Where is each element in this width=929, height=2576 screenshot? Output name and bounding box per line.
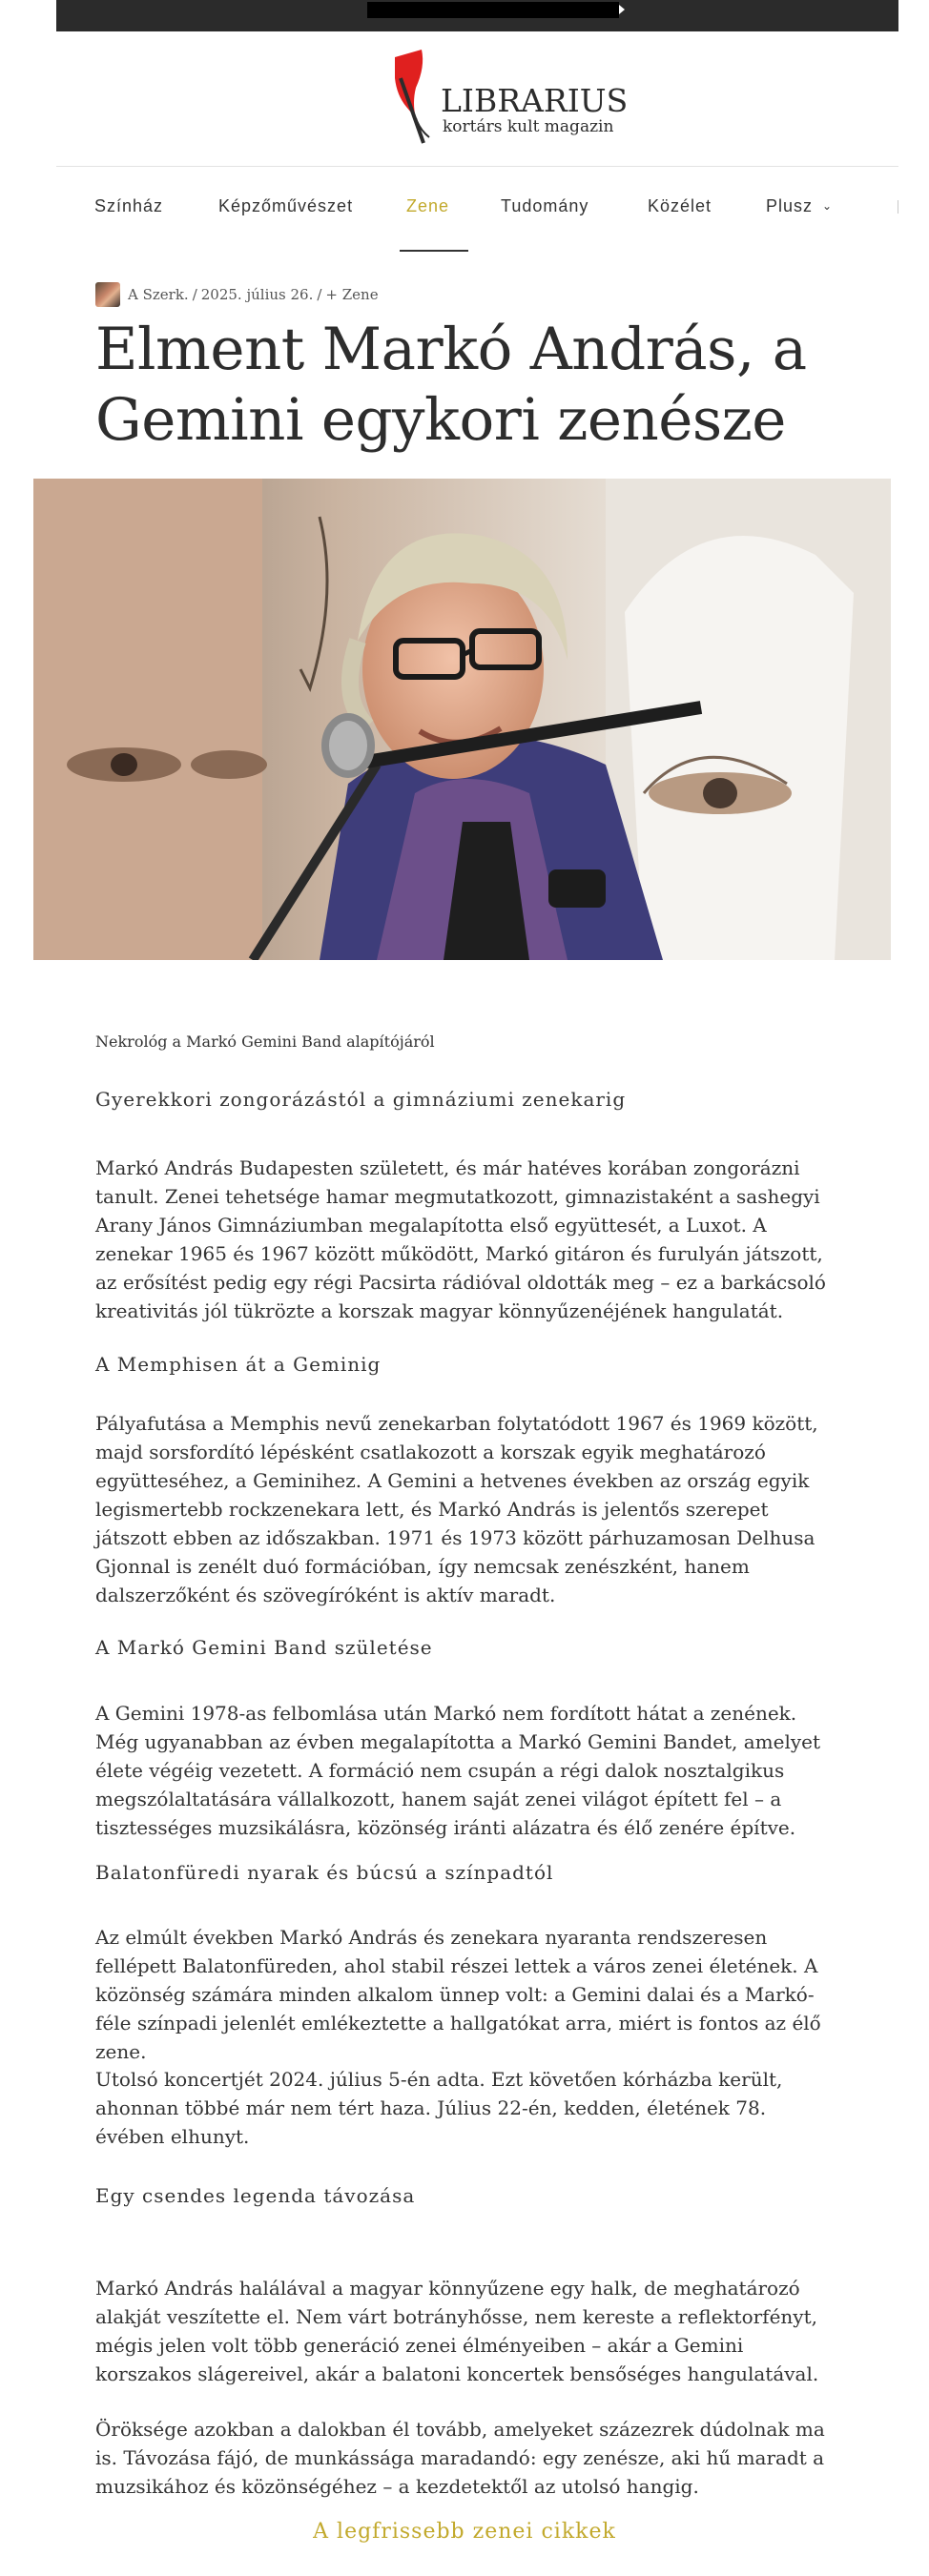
header-divider [56, 166, 898, 167]
nav-item-zene[interactable]: Zene [406, 196, 450, 215]
hero-image [33, 479, 891, 960]
nav-item-tudomany[interactable]: Tudomány [501, 196, 589, 215]
section-paragraph: A Gemini 1978-as felbomlása után Markó nem fordított hátat a zenének. Még ugyanabban az évben megalapította a Markó Gemini Bandet, amelyet élete végéig vezetett. A formáció nem csupán a régi dalok nosztalgikus megszólaltatására vállalkozott, hanem saját zenei világot épített fel – a tisztességes muzsikálásra, közönség iránti alázatra és élő zenére építve. [95, 1702, 821, 1839]
category-link[interactable]: + Zene [325, 286, 379, 303]
author-avatar [95, 282, 120, 307]
section-heading: A Memphisen át a Geminig [95, 1353, 382, 1376]
article-meta [95, 282, 379, 307]
article-lead: Nekrológ a Markó Gemini Band alapítójáról [95, 1032, 435, 1051]
main-nav [56, 168, 898, 252]
section-paragraph: Utolsó koncertjét 2024. július 5-én adta. Ezt követően kórházba került, ahonnan többé már nem tért haza. Július 22-én, kedden, életének 78. évében elhunyt. [95, 2068, 783, 2148]
section-heading: A Markó Gemini Band születése [95, 1636, 433, 1659]
logo-subtitle: kortárs kult magazin [443, 117, 614, 136]
related-articles-link[interactable]: A legfrissebb zenei cikkek [313, 2520, 616, 2544]
post-date[interactable]: 2025. július 26. [200, 286, 314, 303]
section-heading: Balatonfüredi nyarak és búcsú a színpadtól [95, 1861, 554, 1884]
top-bar-arrow-icon [619, 5, 625, 14]
logo-title: LIBRARIUS [441, 82, 629, 119]
nav-item-szinhaz[interactable]: Színház [94, 196, 164, 215]
nav-active-underline [400, 250, 468, 252]
meta-separator: / [192, 286, 197, 303]
page-title: Elment Markó András, a Gemini egykori zenésze [95, 316, 807, 454]
author-link[interactable]: A Szerk. [128, 286, 189, 303]
top-bar [56, 0, 898, 31]
section-paragraph: Az elmúlt években Markó András és zenekara nyaranta rendszeresen fellépett Balatonfüreden, ahol stabil részei lettek a város zenei életének. A közönség számára minden alkalom ünnep volt: a Gemini dalai és a Markó-féle színpadi jelenlét emlékeztette a hallgatókat arra, miért is fontos az élő zene. [95, 1926, 821, 2063]
meta-separator: / [317, 286, 322, 303]
chevron-down-icon: ⌄ [822, 199, 834, 213]
hero-photo [33, 479, 891, 960]
nav-item-kepzomuveszet[interactable]: Képzőművészet [218, 196, 354, 215]
section-paragraph: Öröksége azokban a dalokban él tovább, amelyeket százezrek dúdolnak ma is. Távozása fájó, de munkássága maradandó: egy zenésze, aki hű maradt a muzsikához és közönségéhez – a kezdetektől az utolsó hangig. [95, 2418, 825, 2498]
logo-flag-icon [387, 50, 441, 147]
section-paragraph: Pályafutása a Memphis nevű zenekarban folytatódott 1967 és 1969 között, majd sorsfordító lépésként csatlakozott a korszak egyik meghatározó együtteséhez, a Geminihez. A Gemini a hetvenes években az ország egyik legismertebb rockzenekara lett, és Markó András is jelentős szerepet játszott ebben az időszakban. 1971 és 1973 között párhuzamosan Delhusa Gjonnal is zenélt duó formációban, így nemcsak zenészként, hanem dalszerzőként és szövegíróként is aktív maradt. [95, 1412, 818, 1606]
nav-item-plusz-label: Plusz [766, 196, 814, 215]
section-heading: Gyerekkori zongorázástól a gimnáziumi zenekarig [95, 1088, 627, 1111]
nav-item-kozelet[interactable]: Közélet [648, 196, 712, 215]
site-logo[interactable] [387, 50, 629, 147]
section-heading: Egy csendes legenda távozása [95, 2184, 416, 2207]
section-paragraph: Markó András halálával a magyar könnyűzene egy halk, de meghatározó alakját veszítette el. Nem várt botrányhősse, nem kereste a reflektorfényt, mégis jelen volt több generáció zenei élményeiben – akár a Gemini korszakos slágereivel, akár a balatoni koncertek bensőséges hangulatával. [95, 2277, 819, 2385]
section-paragraph: Markó András Budapesten született, és már hatéves korában zongorázni tanult. Zenei tehetsége hamar megmutatkozott, gimnazistaként a sashegyi Arany János Gimnáziumban megalapította első együttesét, a Luxot. A zenekar 1965 és 1967 között működött, Markó gitáron és furulyán játszott, az erősítést pedig egy régi Pacsirta rádióval oldották meg – ez a barkácsoló kreativitás jól tükrözte a korszak magyar könnyűzenéjének hangulatát. [95, 1156, 826, 1322]
nav-item-plusz[interactable] [766, 196, 833, 216]
top-bar-banner[interactable] [367, 2, 619, 18]
